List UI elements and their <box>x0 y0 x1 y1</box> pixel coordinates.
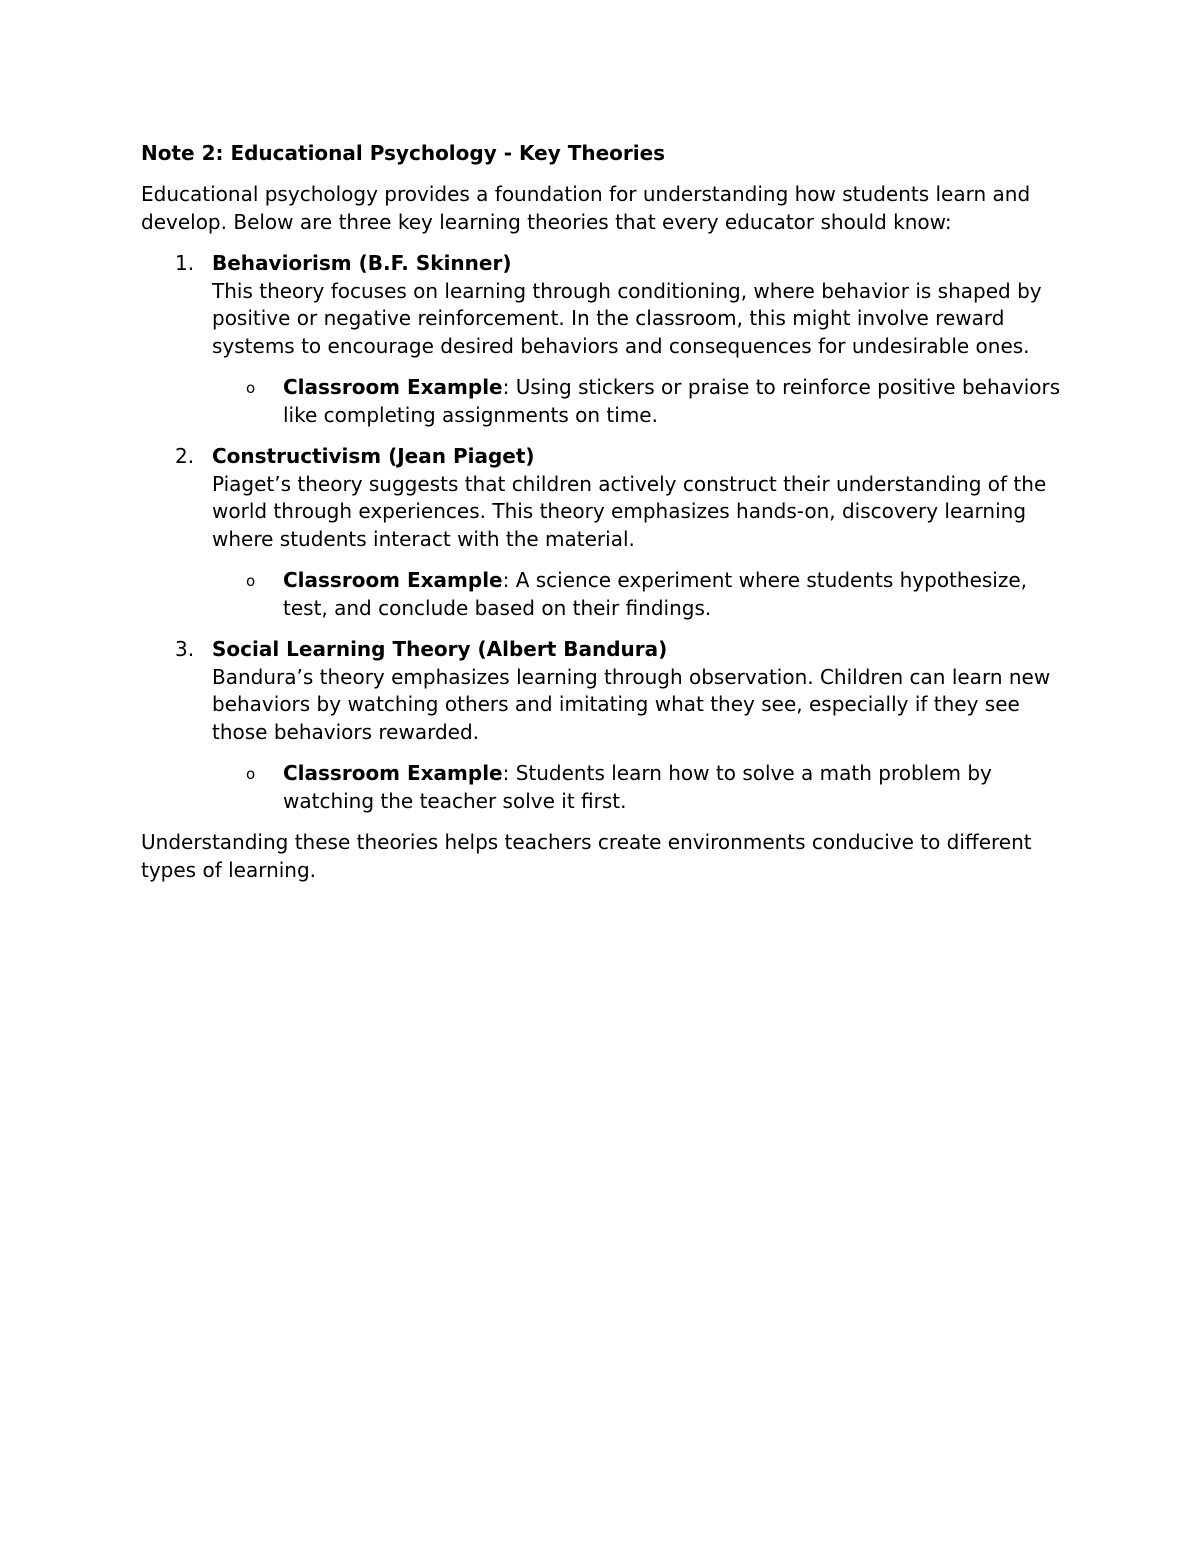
example-text: : Students learn how to solve a math problem by watching the teacher solve it first. <box>283 761 992 813</box>
example-label: Classroom Example <box>283 761 503 785</box>
theory-item-behaviorism <box>141 250 1061 429</box>
theory-name: Behaviorism (B.F. Skinner) <box>212 251 512 275</box>
theory-description: Bandura’s theory emphasizes learning through observation. Children can learn new behaviors by watching others and imitating what they see, especially if they see those behaviors rewarded. <box>212 664 1051 744</box>
example-label: Classroom Example <box>283 568 503 592</box>
theories-list <box>141 250 1061 815</box>
theory-number: 2. <box>175 444 195 468</box>
theory-name: Social Learning Theory (Albert Bandura) <box>212 637 668 661</box>
example-label: Classroom Example <box>283 375 503 399</box>
theory-number: 1. <box>175 251 195 275</box>
classroom-example <box>212 567 1061 622</box>
closing-paragraph: Understanding these theories helps teachers create environments conducive to different types of learning. <box>141 830 1032 882</box>
document-title: Note 2: Educational Psychology - Key Theories <box>141 141 666 165</box>
theory-item-constructivism <box>141 443 1061 622</box>
theory-description: This theory focuses on learning through conditioning, where behavior is shaped by positive or negative reinforcement. In the classroom, this might involve reward systems to encourage desired behaviors and consequences for undesirable ones. <box>212 278 1042 358</box>
example-text: : A science experiment where students hypothesize, test, and conclude based on their findings. <box>283 568 1028 620</box>
classroom-example <box>212 374 1061 429</box>
example-text: : Using stickers or praise to reinforce positive behaviors like completing assignments on time. <box>283 375 1061 427</box>
bullet-icon: o <box>246 765 256 783</box>
theory-item-social-learning <box>141 636 1061 815</box>
theory-description: Piaget’s theory suggests that children actively construct their understanding of the world through experiences. This theory emphasizes hands-on, discovery learning where students interact with the material. <box>212 471 1047 551</box>
bullet-icon: o <box>246 379 256 397</box>
theory-number: 3. <box>175 637 195 661</box>
theory-name: Constructivism (Jean Piaget) <box>212 444 535 468</box>
document-page <box>141 138 1061 898</box>
classroom-example <box>212 760 1061 815</box>
intro-paragraph: Educational psychology provides a foundation for understanding how students learn and develop. Below are three key learning theories that every educator should know: <box>141 182 1031 234</box>
bullet-icon: o <box>246 572 256 590</box>
